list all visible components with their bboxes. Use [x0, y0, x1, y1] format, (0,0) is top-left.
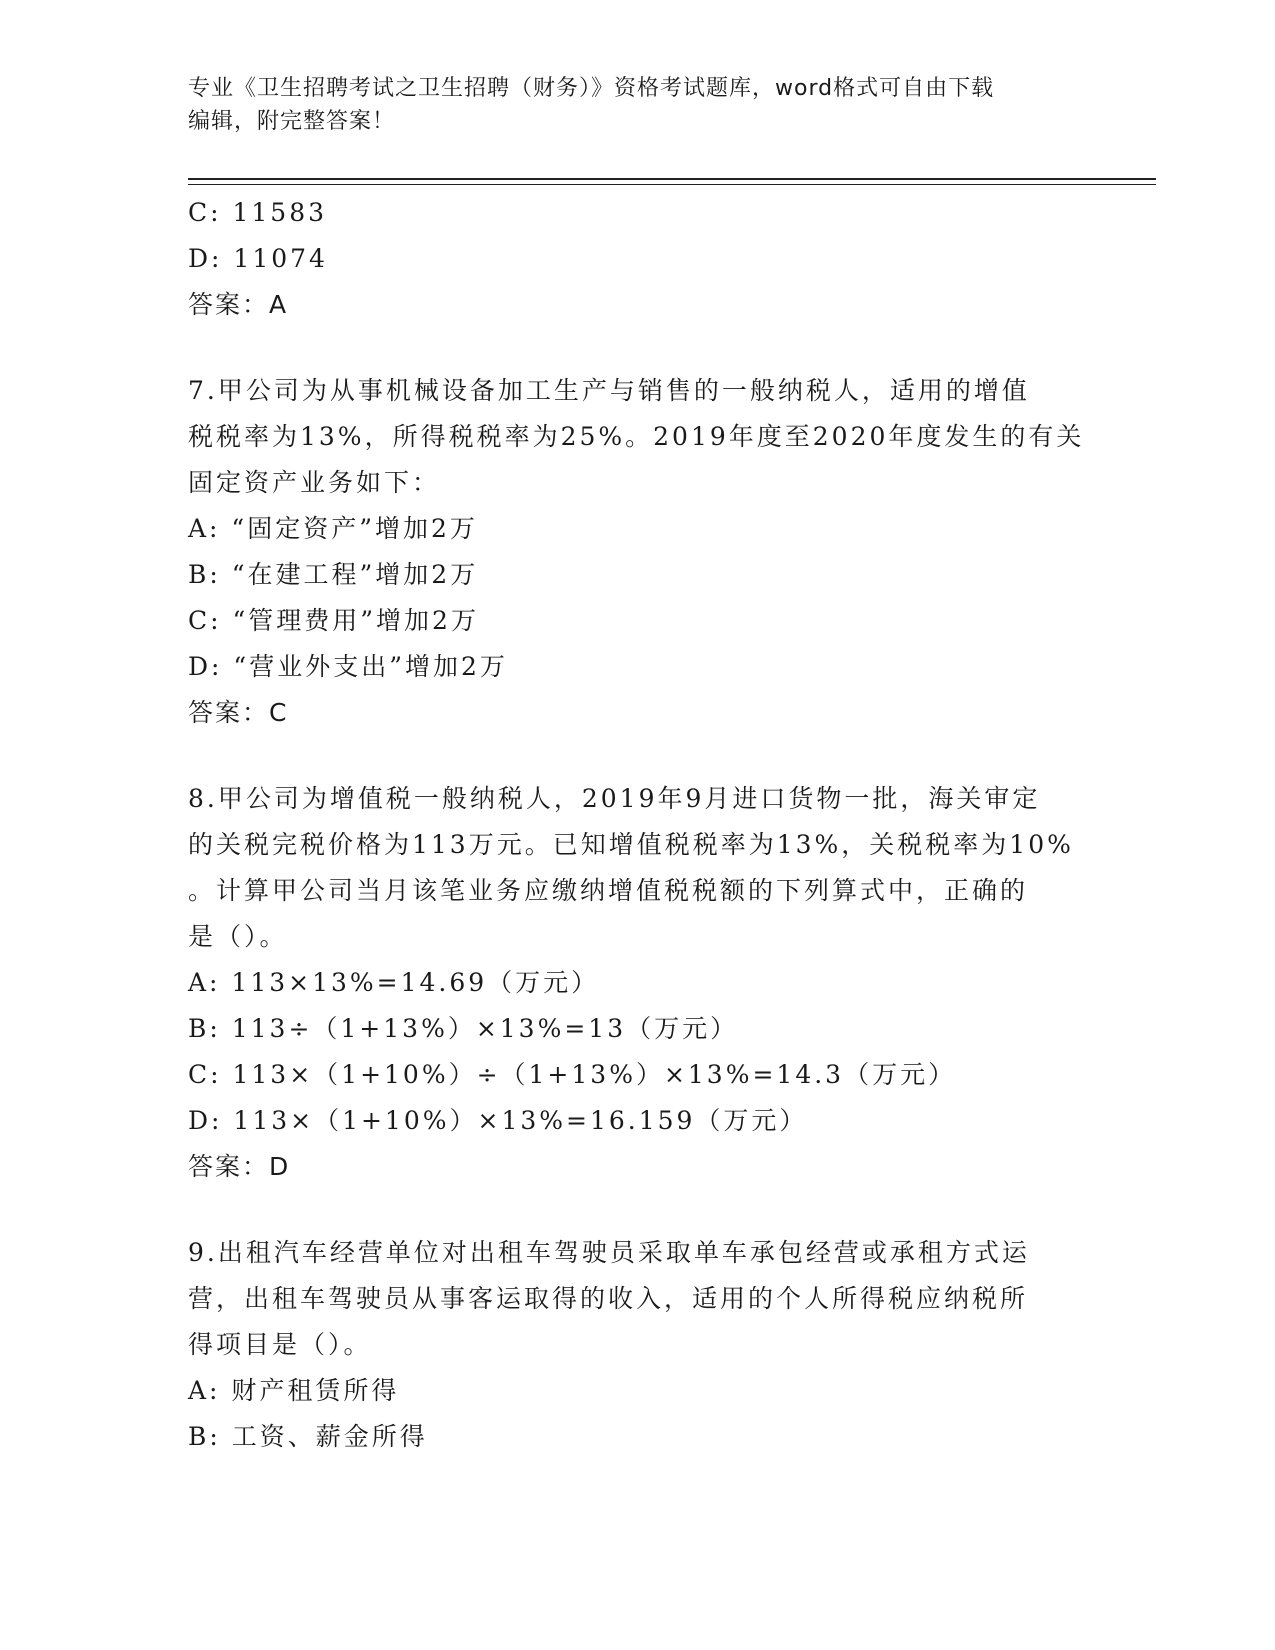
- q9-stem-line-3: 得项目是（）。: [188, 1330, 372, 1359]
- question-content: [188, 190, 1088, 1460]
- q8-answer: 答案：D: [188, 1152, 291, 1181]
- q8-option-c: C: 113×（1+10%）÷（1+13%）×13%=14.3（万元）: [188, 1060, 957, 1089]
- question-9: [188, 1230, 1088, 1460]
- header-divider-thin: [188, 184, 1156, 185]
- spacer: [188, 1190, 1088, 1230]
- q9-stem-line-1: 9.出租汽车经营单位对出租车驾驶员采取单车承包经营或承租方式运: [188, 1238, 1030, 1267]
- spacer: [188, 328, 1088, 368]
- header-line-2: 编辑，附完整答案！: [188, 109, 396, 134]
- q7-option-c: C: “管理费用”增加2万: [188, 606, 479, 635]
- q8-option-a: A: 113×13%=14.69（万元）: [188, 968, 600, 997]
- spacer: [188, 736, 1088, 776]
- header-line-1: 专业《卫生招聘考试之卫生招聘（财务）》资格考试题库，word格式可自由下载: [188, 76, 995, 101]
- q6-option-d: D: 11074: [188, 244, 328, 273]
- q8-option-b: B: 113÷（1+13%）×13%=13（万元）: [188, 1014, 739, 1043]
- q6-answer: 答案：A: [188, 290, 289, 319]
- q7-option-a: A: “固定资产”增加2万: [188, 514, 478, 543]
- q7-stem-line-2: 税税率为13%，所得税税率为25%。2019年度至2020年度发生的有关: [188, 422, 1085, 451]
- q7-option-d: D: “营业外支出”增加2万: [188, 652, 508, 681]
- question-8: [188, 776, 1088, 1190]
- q9-option-a: A: 财产租赁所得: [188, 1376, 400, 1405]
- q8-stem-line-2: 的关税完税价格为113万元。已知增值税税率为13%，关税税率为10%: [188, 830, 1074, 859]
- document-header: [188, 72, 1068, 138]
- q6-option-c: C: 11583: [188, 198, 328, 227]
- q8-option-d: D: 113×（1+10%）×13%=16.159（万元）: [188, 1106, 808, 1135]
- q7-stem-line-3: 固定资产业务如下：: [188, 468, 441, 497]
- header-divider-thick: [188, 178, 1156, 180]
- q7-stem-line-1: 7.甲公司为从事机械设备加工生产与销售的一般纳税人，适用的增值: [188, 376, 1030, 405]
- question-6-continued: [188, 190, 1088, 328]
- q7-answer: 答案：C: [188, 698, 289, 727]
- question-7: [188, 368, 1088, 736]
- q8-stem-line-1: 8.甲公司为增值税一般纳税人，2019年9月进口货物一批，海关审定: [188, 784, 1041, 813]
- q8-stem-line-3: 。计算甲公司当月该笔业务应缴纳增值税税额的下列算式中，正确的: [188, 876, 1029, 905]
- q9-option-b: B: 工资、薪金所得: [188, 1422, 428, 1451]
- q9-stem-line-2: 营，出租车驾驶员从事客运取得的收入，适用的个人所得税应纳税所: [188, 1284, 1029, 1313]
- q7-option-b: B: “在建工程”增加2万: [188, 560, 479, 589]
- q8-stem-line-4: 是（）。: [188, 922, 288, 951]
